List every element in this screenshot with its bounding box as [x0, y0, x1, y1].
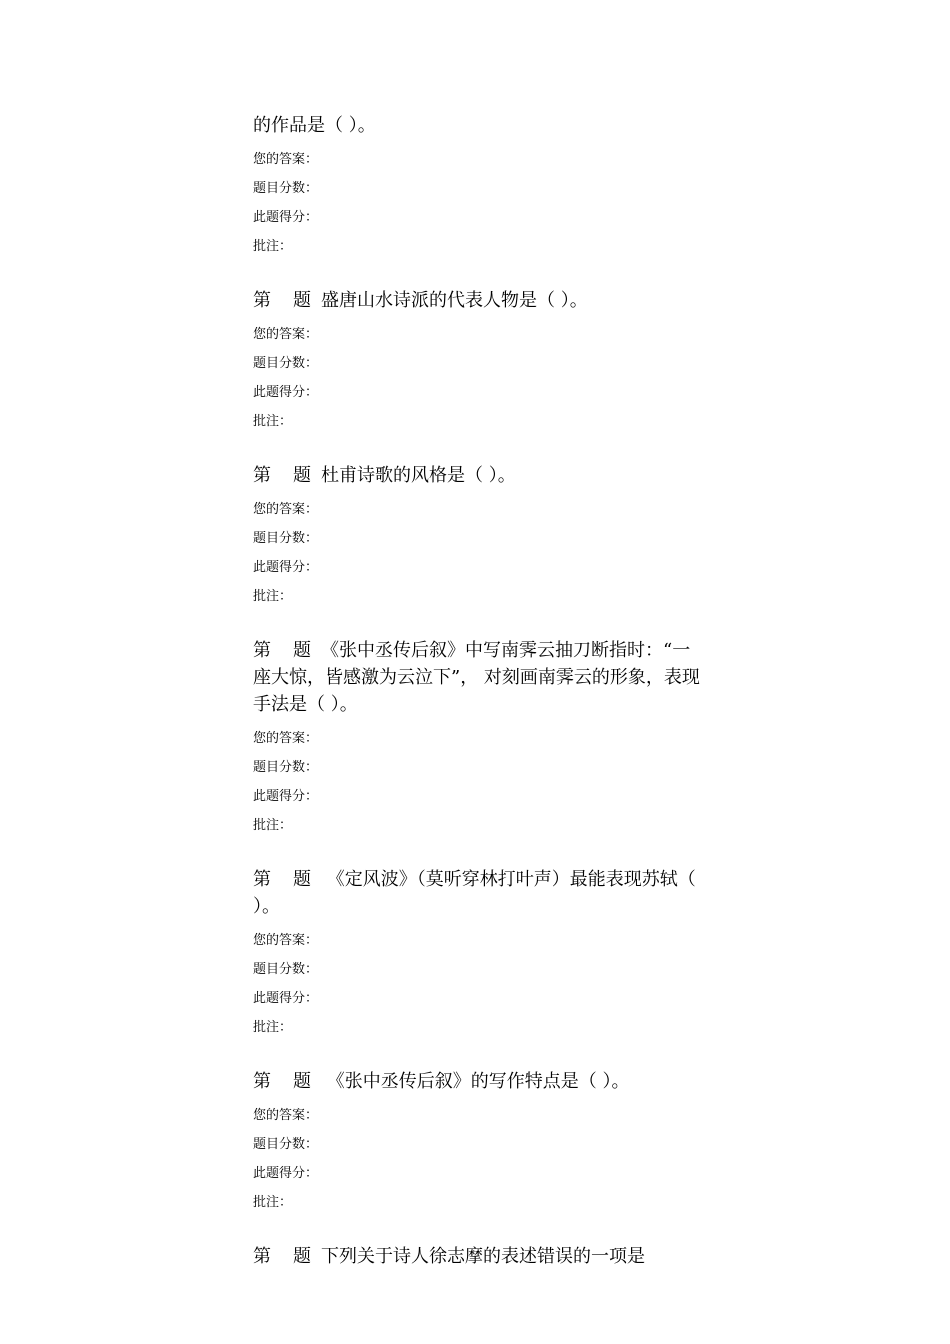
question-score-label: 题目分数： — [253, 181, 319, 196]
question-block — [253, 866, 703, 1042]
your-answer-label: 您的答案： — [253, 731, 319, 746]
answer-fields — [253, 145, 703, 261]
question-prefix: 第 — [253, 640, 271, 661]
exam-page — [253, 112, 703, 1270]
earned-score-label: 此题得分： — [253, 210, 319, 225]
question-mid: 题 — [293, 465, 311, 486]
your-answer-label: 您的答案： — [253, 502, 319, 517]
question-block — [253, 637, 703, 840]
question-body: 盛唐山水诗派的代表人物是（ ）。 — [321, 290, 588, 311]
question-block — [253, 1068, 703, 1217]
question-prefix: 第 — [253, 869, 271, 890]
question-prefix: 第 — [253, 290, 271, 311]
question-text — [253, 112, 703, 139]
earned-score-label: 此题得分： — [253, 1166, 319, 1181]
question-mid: 题 — [293, 290, 311, 311]
answer-fields — [253, 926, 703, 1042]
question-score-label: 题目分数： — [253, 962, 319, 977]
question-score-label: 题目分数： — [253, 760, 319, 775]
question-block — [253, 287, 703, 436]
question-mid: 题 — [293, 869, 311, 890]
comment-label: 批注： — [253, 414, 293, 429]
answer-fields — [253, 724, 703, 840]
question-body: 《定风波》（莫听穿林打叶声）最能表现苏轼（ ）。 — [253, 869, 702, 917]
comment-label: 批注： — [253, 239, 293, 254]
your-answer-label: 您的答案： — [253, 1108, 319, 1123]
comment-label: 批注： — [253, 589, 293, 604]
question-text — [253, 462, 703, 489]
your-answer-label: 您的答案： — [253, 933, 319, 948]
question-body: 《张中丞传后叙》的写作特点是（ ）。 — [321, 1071, 630, 1092]
question-body: 《张中丞传后叙》中写南霁云抽刀断指时：“一座大惊，皆感激为云泣下”， 对刻画南霁云的形象，表现手法是（ ）。 — [253, 640, 700, 715]
answer-fields — [253, 1101, 703, 1217]
question-mid: 题 — [293, 1246, 311, 1267]
question-score-label: 题目分数： — [253, 531, 319, 546]
question-block — [253, 1243, 703, 1270]
question-text — [253, 1068, 703, 1095]
question-body: 杜甫诗歌的风格是（ ）。 — [321, 465, 516, 486]
your-answer-label: 您的答案： — [253, 152, 319, 167]
earned-score-label: 此题得分： — [253, 560, 319, 575]
question-mid: 题 — [293, 640, 311, 661]
question-block — [253, 112, 703, 261]
comment-label: 批注： — [253, 1195, 293, 1210]
question-body: 下列关于诗人徐志摩的表述错误的一项是 — [321, 1246, 645, 1267]
your-answer-label: 您的答案： — [253, 327, 319, 342]
question-score-label: 题目分数： — [253, 1137, 319, 1152]
question-prefix: 第 — [253, 1246, 271, 1267]
answer-fields — [253, 320, 703, 436]
question-text — [253, 637, 703, 718]
earned-score-label: 此题得分： — [253, 789, 319, 804]
question-block — [253, 462, 703, 611]
question-mid: 题 — [293, 1071, 311, 1092]
comment-label: 批注： — [253, 1020, 293, 1035]
question-score-label: 题目分数： — [253, 356, 319, 371]
question-prefix: 第 — [253, 1071, 271, 1092]
question-prefix: 第 — [253, 465, 271, 486]
question-text — [253, 1243, 703, 1270]
question-text — [253, 287, 703, 314]
answer-fields — [253, 495, 703, 611]
earned-score-label: 此题得分： — [253, 991, 319, 1006]
question-text — [253, 866, 703, 920]
question-body: 的作品是（ ）。 — [253, 115, 376, 136]
earned-score-label: 此题得分： — [253, 385, 319, 400]
comment-label: 批注： — [253, 818, 293, 833]
